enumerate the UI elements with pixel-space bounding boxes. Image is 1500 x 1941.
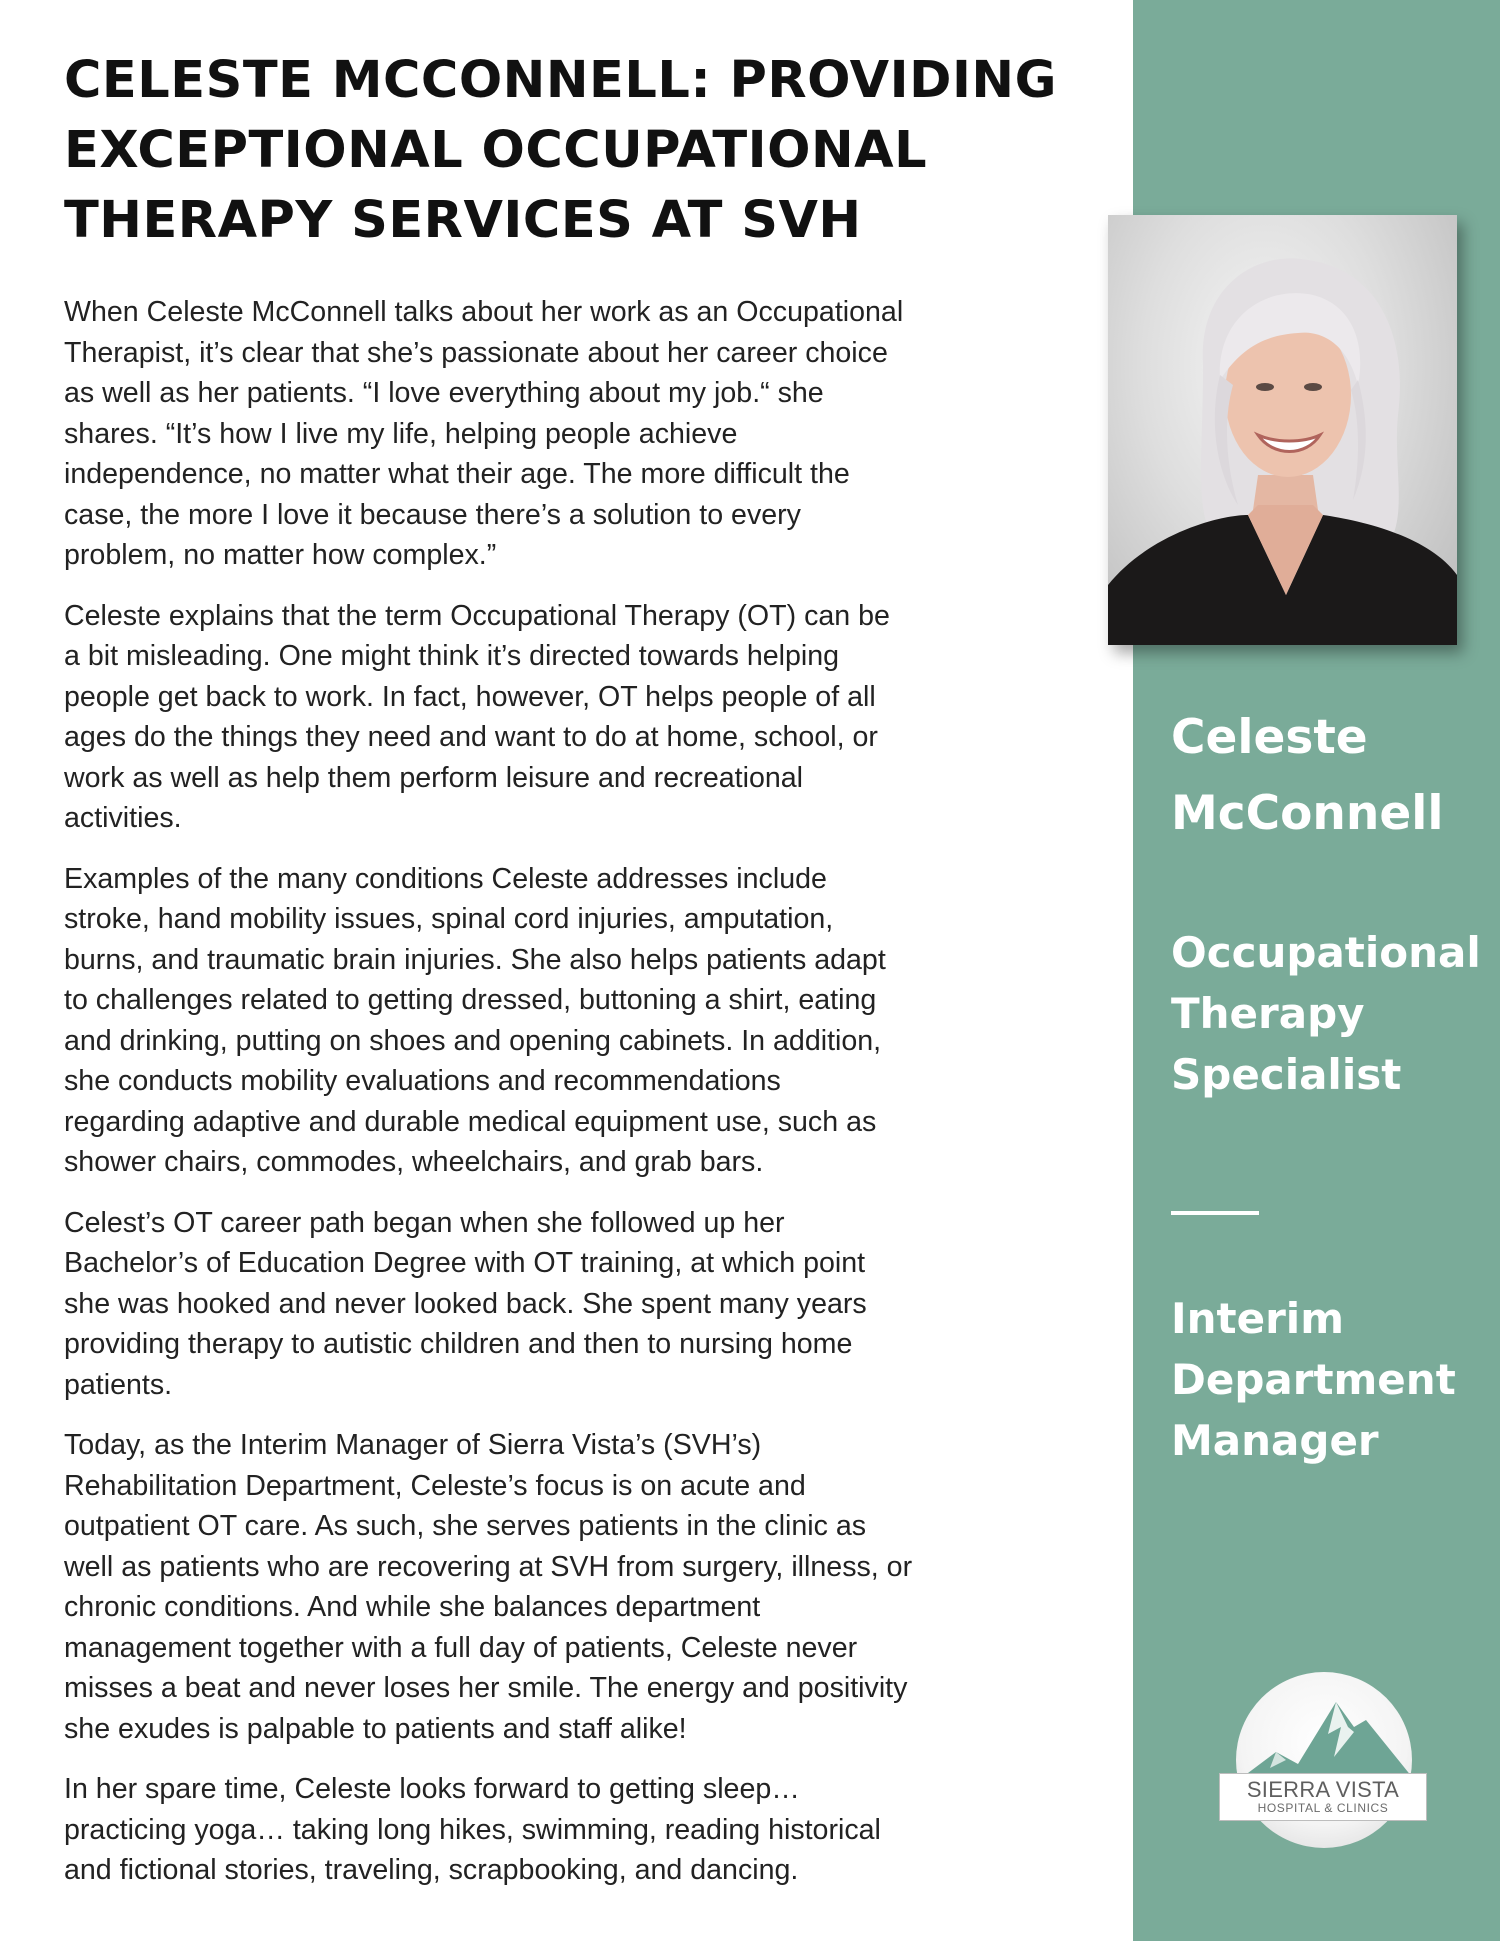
paragraph-today	[64, 1425, 1074, 1749]
text-line: she exudes is palpable to patients and staff alike!	[64, 1712, 687, 1745]
text-line: shares. “It’s how I live my life, helping people achieve	[64, 417, 738, 450]
text-line: stroke, hand mobility issues, spinal cord injuries, amputation,	[64, 903, 834, 935]
text-line: she was hooked and never looked back. She spent many years	[64, 1287, 867, 1320]
logo-emblem	[1236, 1672, 1412, 1848]
mountain-icon	[1236, 1672, 1412, 1848]
text-line: misses a beat and never loses her smile. The energy and positivity	[64, 1672, 908, 1704]
headline	[64, 46, 1094, 256]
person-role	[1171, 1288, 1456, 1471]
person-name-line: McConnell	[1171, 786, 1444, 841]
text-line: and drinking, putting on shoes and opening cabinets. In addition,	[64, 1024, 882, 1057]
text-line: she conducts mobility evaluations and recommendations	[64, 1065, 781, 1097]
person-role-line: Manager	[1171, 1416, 1379, 1465]
paragraph-career-path	[64, 1203, 1074, 1406]
headline-line: CELESTE MCCONNELL: PROVIDING	[64, 51, 1057, 110]
text-line: Bachelor’s of Education Degree with OT training, at which point	[64, 1247, 866, 1279]
sierra-vista-logo	[1219, 1672, 1429, 1847]
text-line: burns, and traumatic brain injuries. She also helps patients adapt	[64, 943, 886, 976]
text-line: Celest’s OT career path began when she followed up her	[64, 1206, 785, 1239]
text-line: management together with a full day of patients, Celeste never	[64, 1631, 858, 1664]
text-line: a bit misleading. One might think it’s directed towards helping	[64, 640, 840, 672]
text-line: Celeste explains that the term Occupational Therapy (OT) can be	[64, 599, 890, 632]
headline-line: EXCEPTIONAL OCCUPATIONAL	[64, 121, 928, 180]
text-line: When Celeste McConnell talks about her work as an Occupational	[64, 296, 904, 328]
paragraph-conditions	[64, 859, 1074, 1183]
text-line: well as patients who are recovering at SVH from surgery, illness, or	[64, 1550, 913, 1583]
person-name	[1171, 700, 1443, 852]
logo-name: SIERRA VISTA	[1246, 1777, 1400, 1802]
logo-band	[1219, 1773, 1427, 1821]
paragraph-ot-definition	[64, 596, 1074, 839]
text-line: to challenges related to getting dressed, buttoning a shirt, eating	[64, 984, 877, 1016]
text-line: outpatient OT care. As such, she serves patients in the clinic as	[64, 1510, 867, 1542]
divider	[1171, 1211, 1259, 1215]
sidebar	[1133, 0, 1500, 1941]
paragraph-spare-time	[64, 1769, 1074, 1891]
text-line: patients.	[64, 1368, 173, 1401]
text-line: In her spare time, Celeste looks forward to getting sleep…	[64, 1773, 800, 1805]
person-title	[1171, 922, 1481, 1105]
text-line: Examples of the many conditions Celeste addresses include	[64, 862, 827, 895]
text-line: practicing yoga… taking long hikes, swimming, reading historical	[64, 1813, 881, 1846]
portrait-illustration	[1108, 215, 1457, 645]
text-line: work as well as help them perform leisure and recreational	[64, 761, 804, 794]
text-line: Rehabilitation Department, Celeste’s focus is on acute and	[64, 1469, 806, 1502]
text-line: shower chairs, commodes, wheelchairs, and grab bars.	[64, 1146, 764, 1178]
paragraph-intro	[64, 292, 1074, 576]
person-title-line: Specialist	[1171, 1050, 1402, 1099]
text-line: chronic conditions. And while she balances department	[64, 1591, 761, 1623]
text-line: problem, no matter how complex.”	[64, 539, 497, 571]
text-line: case, the more I love it because there’s a solution to every	[64, 498, 801, 531]
text-line: ages do the things they need and want to do at home, school, or	[64, 721, 878, 753]
text-line: providing therapy to autistic children and then to nursing home	[64, 1328, 853, 1360]
logo-subtitle: HOSPITAL & CLINICS	[1257, 1801, 1389, 1815]
text-line: Today, as the Interim Manager of Sierra Vista’s (SVH’s)	[64, 1429, 762, 1461]
text-line: as well as her patients. “I love everything about my job.“ she	[64, 377, 824, 409]
article-body	[64, 292, 1074, 1891]
text-line: Therapist, it’s clear that she’s passionate about her career choice	[64, 336, 888, 369]
person-name-line: Celeste	[1171, 710, 1368, 765]
text-line: independence, no matter what their age. The more difficult the	[64, 458, 850, 490]
person-role-line: Department	[1171, 1355, 1456, 1404]
text-line: regarding adaptive and durable medical equipment use, such as	[64, 1105, 877, 1138]
portrait-photo	[1108, 215, 1457, 645]
person-title-line: Therapy	[1171, 989, 1365, 1038]
article	[64, 46, 1074, 1911]
text-line: activities.	[64, 802, 182, 834]
person-title-line: Occupational	[1171, 928, 1481, 977]
text-line: and fictional stories, traveling, scrapbooking, and dancing.	[64, 1854, 799, 1886]
headline-line: THERAPY SERVICES AT SVH	[64, 191, 862, 250]
person-role-line: Interim	[1171, 1294, 1344, 1343]
text-line: people get back to work. In fact, however, OT helps people of all	[64, 680, 876, 713]
